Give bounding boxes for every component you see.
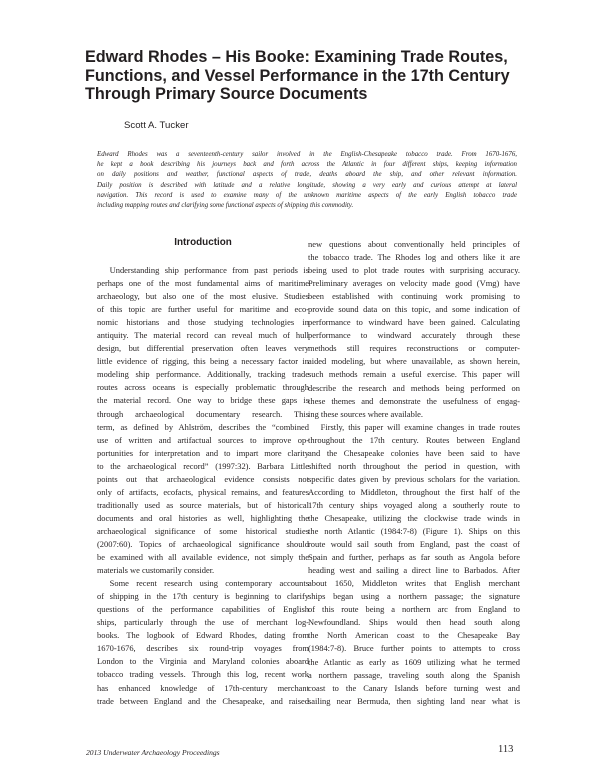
body-text-line: provide sound data on this topic, and some indication of	[308, 304, 520, 315]
body-text-line: documents and oral histories as well, highlighting the	[97, 512, 309, 523]
body-text-line: design, but differential preservation often leaves very	[97, 343, 309, 354]
body-text-line: books. The logbook of Edward Rhodes, dating from	[97, 630, 309, 641]
body-text-line: the Atlantic as early as 1609 utilizing what he termed	[308, 656, 520, 667]
body-text-line: the tobacco trade. The Rhodes log and others like it are	[308, 252, 520, 263]
body-text-line: portunities for interpretation and to impart more clarity	[97, 447, 309, 458]
body-text-line: trade between England and the Chesapeake, and raised	[97, 695, 309, 706]
body-text-line: traditionally used as source materials, but of historical	[97, 499, 309, 510]
page-number: 113	[498, 744, 514, 755]
body-text-line: the material record. One way to bridge these gaps is	[97, 395, 309, 406]
section-heading: Introduction	[174, 237, 232, 248]
body-text-line: perhaps one of the most fundamental aims of maritime	[97, 278, 309, 289]
body-text-line: of this topic are further useful for maritime and eco-	[97, 304, 309, 315]
body-text-line: tobacco trading vessels. Through this log, recent work	[97, 669, 309, 680]
body-text-line: ing these sources where available.	[308, 408, 424, 419]
body-text-line: archaeology, but also one of the most elusive. Studies	[97, 291, 309, 302]
body-text-line: shifted north throughout the period in question, with	[308, 460, 520, 471]
body-text-line: the Chesapeake, utilizing the clockwise trade winds in	[308, 512, 520, 523]
body-text-line: a northern passage, traveling south along the Spanish	[308, 669, 520, 680]
body-text-line: route would sail south from England, past the coast of	[308, 539, 520, 550]
body-text-line: nomic historians and those studying technologies in	[97, 317, 309, 328]
body-text-line: (2007:60). Topics of archaeological significance should	[97, 538, 309, 549]
body-text-line: specific dates given by previous scholars for the variation.	[308, 473, 520, 484]
body-text-line: Some recent research using contemporary accounts	[97, 578, 309, 589]
body-text-line: the North American coast to the Chesapeake Bay	[308, 630, 520, 641]
right-column	[308, 238, 520, 708]
title-line: Functions, and Vessel Performance in the 17th Century	[85, 66, 510, 85]
body-text-line: term, as defined by Ahlström, describes the “combined	[97, 421, 309, 432]
body-text-line: routes across oceans is especially problematic through	[97, 382, 309, 393]
body-text-line: to the archaeological record” (1997:32). Barbara Little	[97, 460, 309, 471]
body-text-line: performance to windward accurately through these	[308, 330, 520, 341]
body-text-line: Newfoundland. Ships would then head south along	[308, 617, 520, 628]
title-line: Through Primary Source Documents	[85, 85, 368, 103]
body-text-line: has enhanced knowledge of 17th-century merchant	[97, 682, 309, 693]
body-text-line: methods still requires reconstructions or computer-	[308, 343, 520, 354]
right-column-body	[308, 238, 520, 708]
body-text-line: 17th century ships voyaged along a southerly route to	[308, 499, 520, 510]
abstract-line: including mapping routes and clarifying some functional aspects of shipping this commodity.	[97, 202, 354, 210]
body-text-line: through archaeological documentary research. This	[97, 408, 309, 419]
abstract-line: he kept a book describing his journeys back and forth across the Atlantic in four different ships, keeping information	[97, 161, 517, 169]
body-text-line: been established with continuing work promising to	[308, 291, 520, 302]
body-text-line: of shipping in the 17th century is beginning to clarify	[97, 591, 309, 602]
body-text-line: (1984:7-8). Bruce further points to attempts to cross	[308, 643, 520, 654]
abstract-line: Daily position is described with latitude and a relative longitude, showing a very early and curious attempt at lateral	[97, 181, 517, 189]
body-text-line: describe the research and methods being performed on	[308, 382, 520, 393]
body-text-line: be examined with all available evidence, not simply the	[97, 552, 309, 563]
body-text-line: questions of the performance capabilities of English	[97, 604, 309, 615]
abstract-line: navigation. This record is used to examine many of the unknown maritime aspects of the early English tobacco trade	[97, 191, 517, 199]
body-text-line: antiquity. The material record can reveal much of hull	[97, 330, 309, 341]
title-line: Edward Rhodes – His Booke: Examining Trade Routes,	[85, 48, 508, 66]
abstract-line: on daily positions and weather, functional aspects of trade, deaths aboard the ship, and other relevant information.	[97, 171, 517, 179]
left-column	[97, 236, 309, 708]
author-name: Scott A. Tucker	[124, 120, 189, 131]
body-text-line: of this route being a northern arc from England to	[308, 604, 520, 615]
proceedings-footer: 2013 Underwater Archaeology Proceedings	[86, 748, 220, 757]
body-text-line: the north Atlantic (1984:7-8) (Figure 1). Ships on this	[308, 526, 520, 537]
body-text-line: Firstly, this paper will examine changes in trade routes	[308, 421, 520, 432]
body-text-line: these themes and demonstrate the usefulness of engag-	[308, 395, 520, 406]
left-column-body	[97, 264, 309, 708]
body-text-line: such methods remain a useful exercise. This paper will	[308, 369, 520, 380]
paper-title	[85, 48, 525, 104]
body-text-line: throughout the 17th century. Routes between England	[308, 434, 520, 445]
body-text-line: Spain and further, perhaps as far south as Angola before	[308, 552, 520, 563]
body-text-line: materials we customarily consider.	[97, 565, 215, 576]
body-text-line: heading west and sailing a direct line to Barbados. After	[308, 565, 520, 576]
body-text-line: and the Chesapeake colonies have been said to have	[308, 447, 520, 458]
body-text-line: ships began using a northern passage; the signature	[308, 591, 520, 602]
body-text-line: ships, particularly through the use of merchant log-	[97, 617, 309, 628]
body-text-line: points out that archaeological evidence consists not	[97, 473, 309, 484]
body-text-line: modeling ship performance. Additionally, tracking trade	[97, 369, 309, 380]
abstract-line: Edward Rhodes was a seventeenth-century sailor involved in the English-Chesapeake tobacco trade. From 1670-1676,	[97, 151, 517, 158]
body-text-line: According to Middleton, throughout the first half of the	[308, 486, 520, 497]
abstract	[97, 150, 517, 211]
body-text-line: sailing near Bermuda, then sighting land near what is	[308, 695, 520, 706]
body-text-line: Understanding ship performance from past periods is	[97, 265, 309, 275]
body-text-line: little evidence of rigging, this being a necessary factor in	[97, 356, 309, 367]
body-text-line: London to the Virginia and Maryland colonies aboard	[97, 656, 309, 667]
body-text-line: 1670-1676, describes six round-trip voyages from	[97, 643, 309, 654]
body-text-line: being used to plot trade routes with surprising accuracy.	[308, 265, 520, 276]
body-text-line: performance to windward have been gained. Calculating	[308, 317, 520, 328]
body-text-line: Preliminary averages on velocity made good (Vmg) have	[308, 278, 520, 289]
body-text-line: archaeological significance of some historical studies	[97, 525, 309, 536]
body-text-line: new questions about conventionally held principles of	[308, 239, 520, 249]
body-text-line: about 1650, Middleton writes that English merchant	[308, 578, 520, 589]
body-text-line: use of written and artifactual sources to improve op-	[97, 434, 309, 445]
body-text-line: aided modeling, but where unavailable, as shown herein,	[308, 356, 520, 367]
body-text-line: only of artifacts, ecofacts, physical remains, and features	[97, 486, 309, 497]
body-text-line: coast to the Canary Islands before turning west and	[308, 682, 520, 693]
